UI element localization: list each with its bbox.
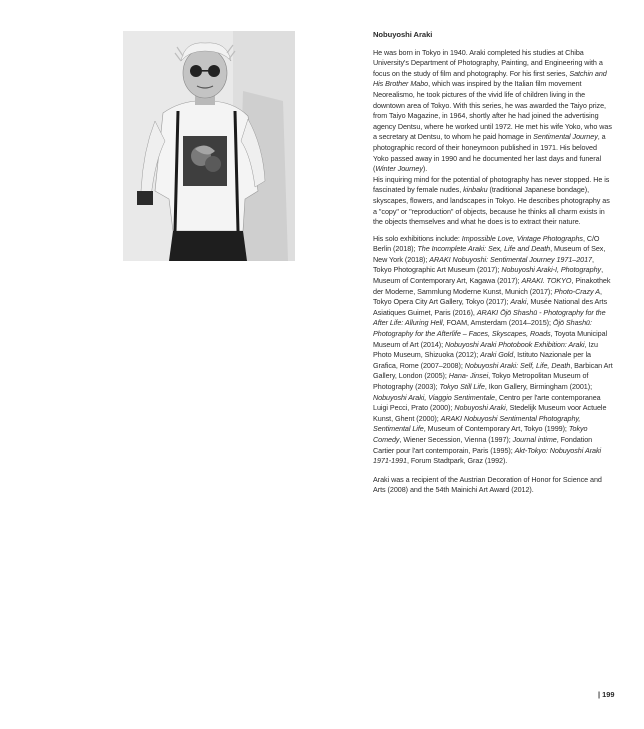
italic-title: ARAKI Nobuyoshi: Sentimental Journey 1971–2017 <box>429 254 592 264</box>
text-run: , Centro per l'arte contemporanea Luigi Pecci, Prato (2000); <box>373 392 601 413</box>
italic-title: Winter Journey <box>375 164 423 174</box>
italic-title: Nobuyoshi Araki, Viaggio Sentimentale <box>373 392 496 402</box>
italic-title: Nobuyoshi Araki-I, Photography <box>501 265 602 275</box>
bio-paragraph-awards <box>373 475 613 496</box>
italic-title: Ōjō Shashū: Photography for the Afterlife – Faces, Skyscapes, Roads <box>373 318 592 339</box>
text-run: , Wiener Secession, Vienna (1997); <box>399 434 513 444</box>
text-run: Araki was a recipient of the Austrian Decoration of Honor for Science and Arts (2008) and the 54th Mainichi Art Award (2012). <box>373 474 602 495</box>
italic-title: Satchin and His Brother Mabo <box>373 68 607 89</box>
italic-title: ARAKI. TOKYO <box>521 276 572 286</box>
biography-column <box>373 30 613 496</box>
text-run: , a photographic record of their honeymoon published in 1971. His beloved Yoko passed away in 1990 and he documented her last days and funeral ( <box>373 132 606 174</box>
bio-paragraph-exhibitions <box>373 234 613 467</box>
italic-title: Nobuyoshi Araki Photobook Exhibition: Araki <box>445 339 585 349</box>
text-run: , Fondation Cartier pour l'art contemporain, Paris (1995); <box>373 434 593 455</box>
italic-title: kinbaku <box>463 185 488 195</box>
italic-title: Impossible Love, Vintage Photographs <box>461 233 583 243</box>
text-run: His solo exhibitions include: <box>373 233 462 243</box>
bio-paragraph-themes <box>373 175 613 228</box>
text-run: , Izu Photo Museum, Shizuoka (2012); <box>373 339 598 360</box>
italic-title: Nobuyoshi Araki: Self, Life, Death <box>464 360 571 370</box>
text-run: , Stedelijk Museum voor Actuele Kunst, Ghent (2000); <box>373 403 607 423</box>
italic-title: Araki <box>510 297 527 307</box>
italic-title: Akt-Tokyo: Nobuyoshi Araki 1971-1991 <box>373 445 602 466</box>
text-run: His inquiring mind for the potential of photography has never stopped. He is fascinated by female nudes, <box>373 174 610 195</box>
italic-title: Araki Gold <box>480 350 514 360</box>
text-run: , Barbican Art Gallery, London (2005); <box>373 360 613 381</box>
italic-title: Nobuyoshi Araki <box>454 403 506 413</box>
text-run: , Tokyo Metropolitan Museum of Photography (2003); <box>373 371 589 391</box>
text-run: , Toyota Municipal Museum of Art (2014); <box>373 329 608 349</box>
text-run: , Museum of Sex, New York (2018); <box>373 244 606 264</box>
artist-name: Nobuyoshi Araki <box>373 30 433 39</box>
text-run: , which was inspired by the Italian film movement Neorealismo, he took pictures of the vivid life of children living in the downtown area of Tokyo. With this series, he was awarded the Taiyo prize, from Taiyo Magazine, in 1964, shortly after he had joined the advertising agency Dentsu, where he worked until 1972. He met his wife Yoko, who was a secretary at Dentsu, to whom he paid homage in <box>373 79 612 142</box>
text-run: , C/O Berlin (2018); <box>373 233 600 254</box>
italic-title: Hana- Jinsei <box>448 371 489 381</box>
bio-paragraph-early-life <box>373 48 613 175</box>
text-run: ). <box>422 164 428 174</box>
text-run: , Tokyo Photographic Art Museum (2017); <box>373 254 594 275</box>
text-run: , Ikon Gallery, Birmingham (2001); <box>484 382 593 391</box>
italic-title: Photo-Crazy A <box>554 286 601 296</box>
italic-title: ARAKI Ōjō Shashū - Photography for the After Life: Alluring Hell <box>373 307 606 328</box>
italic-title: The Incomplete Araki: Sex, Life and Death <box>417 244 551 254</box>
text-run: , Forum Stadtpark, Graz (1992). <box>406 456 508 466</box>
text-run: , Pinakothek der Moderne, Sammlung Moderne Kunst, Munich (2017); <box>373 276 611 296</box>
text-run: He was born in Tokyo in 1940. Araki completed his studies at Chiba University's Department of Photography, Painting, and Engineering with a focus on the study of film and photography. For his first series, <box>373 47 603 78</box>
italic-title: Tokyo Still Life <box>439 382 485 391</box>
italic-title: Journal intime <box>512 434 557 444</box>
text-run: , Tokyo Opera City Art Gallery, Tokyo (2017); <box>373 286 602 307</box>
page-number: | 199 <box>598 690 615 699</box>
text-run: , FOAM, Amsterdam (2014–2015); <box>442 318 553 328</box>
italic-title: Sentimental Journey <box>533 132 598 142</box>
portrait-illustration <box>123 31 295 261</box>
portrait-photo <box>123 31 295 261</box>
text-run: , Istituto Nazionale per la Grafica, Rome (2007–2008); <box>373 350 591 370</box>
text-run: (traditional Japanese bondage), skyscapes, flowers, and landscapes in Tokyo. He describes photography as a "copy" or "reproduction" of objects, because he thinks all charm exists in the objects themselves and what he does is to extract their nature. <box>373 185 610 227</box>
text-run: , Museum of Contemporary Art, Kagawa (2017); <box>373 265 604 286</box>
italic-title: ARAKI Nobuyoshi Sentimental Photography, Sentimental Life <box>373 413 581 434</box>
text-run: , Museum of Contemporary Art, Tokyo (1999); <box>423 424 569 434</box>
text-run: , Musée National des Arts Asiatiques Guimet, Paris (2016), <box>373 297 608 317</box>
italic-title: Tokyo Comedy <box>373 424 588 444</box>
